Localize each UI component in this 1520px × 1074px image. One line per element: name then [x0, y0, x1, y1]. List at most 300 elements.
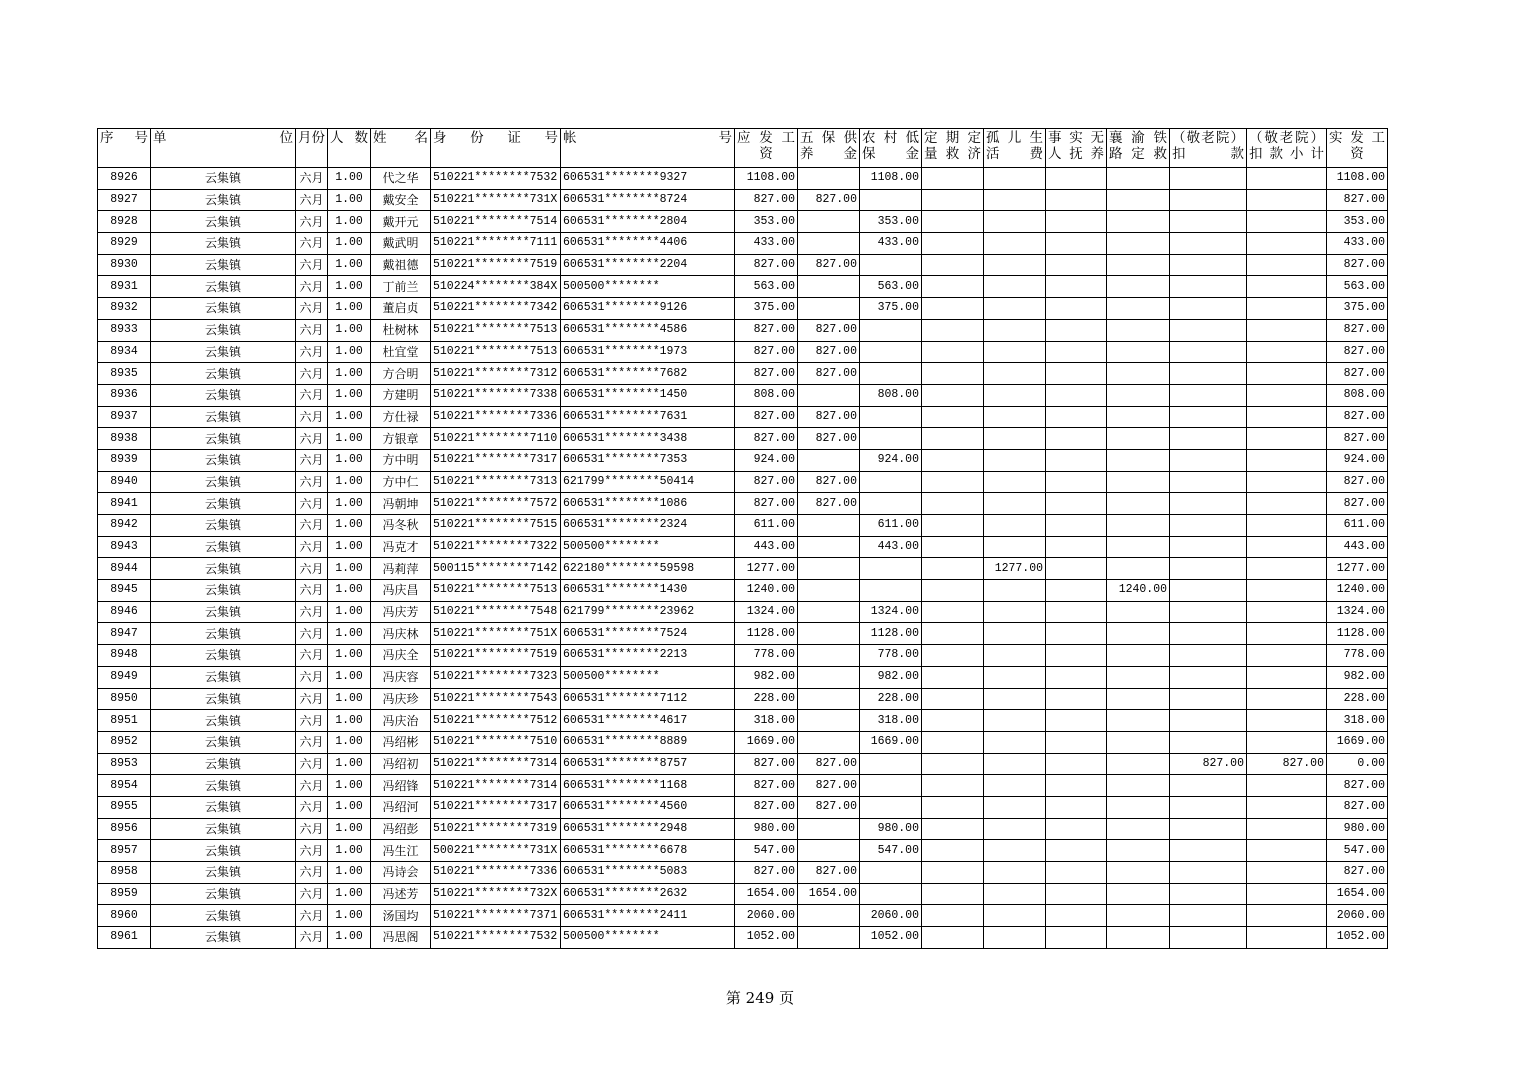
header-dibao-line1: 农 村 低 [862, 130, 919, 146]
cell-month: 六月 [296, 645, 328, 667]
cell-relief [922, 796, 984, 818]
cell-wubao [798, 688, 860, 710]
cell-orphan [984, 862, 1046, 884]
cell-month: 六月 [296, 406, 328, 428]
header-deduction [1170, 129, 1247, 168]
cell-id: 510221********7519 [431, 645, 561, 667]
cell-people: 1.00 [328, 189, 371, 211]
cell-deduction-subtotal [1247, 840, 1327, 862]
cell-name: 汤国均 [371, 905, 431, 927]
cell-unit: 云集镇 [151, 645, 296, 667]
cell-account: 621799********23962 [561, 601, 735, 623]
cell-seq: 8957 [98, 840, 151, 862]
cell-unit: 云集镇 [151, 276, 296, 298]
cell-unit: 云集镇 [151, 168, 296, 190]
cell-account: 606531********2213 [561, 645, 735, 667]
table-row [98, 775, 1388, 797]
cell-orphan [984, 449, 1046, 471]
cell-dibao [860, 341, 922, 363]
cell-relief [922, 298, 984, 320]
cell-gross: 827.00 [735, 254, 798, 276]
cell-people: 1.00 [328, 254, 371, 276]
cell-orphan [984, 493, 1046, 515]
cell-foster [1046, 211, 1107, 233]
cell-id: 510221********7513 [431, 341, 561, 363]
cell-unit: 云集镇 [151, 710, 296, 732]
cell-net: 924.00 [1327, 449, 1388, 471]
cell-relief [922, 666, 984, 688]
cell-account: 606531********2804 [561, 211, 735, 233]
cell-xiangyu [1107, 319, 1170, 341]
cell-foster [1046, 428, 1107, 450]
cell-people: 1.00 [328, 623, 371, 645]
cell-net: 827.00 [1327, 254, 1388, 276]
table-row [98, 753, 1388, 775]
cell-foster [1046, 840, 1107, 862]
cell-deduction [1170, 168, 1247, 190]
header-relief [922, 129, 984, 168]
header-net-line1: 实 发 工 [1329, 130, 1385, 146]
cell-relief [922, 319, 984, 341]
header-people: 人 数 [328, 129, 371, 168]
cell-orphan [984, 406, 1046, 428]
header-foster-line2: 人 抚 养 [1048, 146, 1104, 162]
cell-deduction [1170, 775, 1247, 797]
cell-month: 六月 [296, 623, 328, 645]
cell-unit: 云集镇 [151, 623, 296, 645]
cell-people: 1.00 [328, 493, 371, 515]
cell-relief [922, 753, 984, 775]
cell-seq: 8926 [98, 168, 151, 190]
cell-month: 六月 [296, 905, 328, 927]
cell-id: 510221********7312 [431, 363, 561, 385]
cell-month: 六月 [296, 710, 328, 732]
cell-foster [1046, 666, 1107, 688]
header-gross [735, 129, 798, 168]
cell-deduction [1170, 645, 1247, 667]
cell-people: 1.00 [328, 731, 371, 753]
cell-net: 1052.00 [1327, 927, 1388, 949]
cell-unit: 云集镇 [151, 254, 296, 276]
cell-account: 621799********50414 [561, 471, 735, 493]
cell-xiangyu [1107, 298, 1170, 320]
cell-month: 六月 [296, 189, 328, 211]
cell-people: 1.00 [328, 796, 371, 818]
cell-name: 方中仁 [371, 471, 431, 493]
cell-gross: 808.00 [735, 384, 798, 406]
cell-seq: 8928 [98, 211, 151, 233]
cell-relief [922, 688, 984, 710]
cell-orphan [984, 363, 1046, 385]
cell-name: 杜树林 [371, 319, 431, 341]
cell-account: 606531********8889 [561, 731, 735, 753]
cell-foster [1046, 471, 1107, 493]
cell-gross: 827.00 [735, 189, 798, 211]
cell-month: 六月 [296, 211, 328, 233]
cell-unit: 云集镇 [151, 558, 296, 580]
cell-name: 戴安全 [371, 189, 431, 211]
cell-month: 六月 [296, 536, 328, 558]
header-relief-line1: 定 期 定 [924, 130, 981, 146]
cell-name: 丁前兰 [371, 276, 431, 298]
cell-account: 606531********4617 [561, 710, 735, 732]
cell-people: 1.00 [328, 363, 371, 385]
cell-xiangyu [1107, 471, 1170, 493]
table-row [98, 406, 1388, 428]
cell-xiangyu [1107, 623, 1170, 645]
table-row [98, 276, 1388, 298]
cell-unit: 云集镇 [151, 818, 296, 840]
cell-seq: 8936 [98, 384, 151, 406]
cell-orphan [984, 536, 1046, 558]
cell-people: 1.00 [328, 710, 371, 732]
cell-account: 606531********7631 [561, 406, 735, 428]
cell-account: 606531********8757 [561, 753, 735, 775]
cell-month: 六月 [296, 384, 328, 406]
cell-deduction-subtotal [1247, 254, 1327, 276]
cell-deduction-subtotal [1247, 862, 1327, 884]
cell-xiangyu [1107, 428, 1170, 450]
cell-xiangyu [1107, 233, 1170, 255]
cell-account: 606531********8724 [561, 189, 735, 211]
cell-dibao [860, 428, 922, 450]
cell-wubao [798, 298, 860, 320]
cell-deduction-subtotal [1247, 905, 1327, 927]
cell-name: 冯庆芳 [371, 601, 431, 623]
header-dibao-line2: 保 金 [862, 146, 919, 162]
cell-wubao [798, 449, 860, 471]
cell-relief [922, 818, 984, 840]
cell-account: 606531********5083 [561, 862, 735, 884]
cell-account: 606531********2632 [561, 883, 735, 905]
cell-name: 戴祖德 [371, 254, 431, 276]
cell-xiangyu [1107, 363, 1170, 385]
cell-net: 980.00 [1327, 818, 1388, 840]
cell-net: 827.00 [1327, 862, 1388, 884]
cell-net: 563.00 [1327, 276, 1388, 298]
cell-foster [1046, 558, 1107, 580]
table-row [98, 818, 1388, 840]
cell-month: 六月 [296, 254, 328, 276]
cell-foster [1046, 515, 1107, 537]
cell-deduction [1170, 666, 1247, 688]
cell-foster [1046, 796, 1107, 818]
cell-foster [1046, 276, 1107, 298]
cell-seq: 8943 [98, 536, 151, 558]
cell-xiangyu [1107, 449, 1170, 471]
table-row [98, 168, 1388, 190]
cell-deduction-subtotal [1247, 666, 1327, 688]
cell-orphan [984, 471, 1046, 493]
cell-net: 1669.00 [1327, 731, 1388, 753]
cell-deduction: 827.00 [1170, 753, 1247, 775]
cell-deduction [1170, 601, 1247, 623]
cell-id: 510221********7314 [431, 775, 561, 797]
cell-deduction-subtotal [1247, 406, 1327, 428]
cell-people: 1.00 [328, 276, 371, 298]
cell-people: 1.00 [328, 536, 371, 558]
cell-wubao [798, 905, 860, 927]
cell-foster [1046, 168, 1107, 190]
cell-account: 500500******** [561, 276, 735, 298]
cell-account: 500500******** [561, 927, 735, 949]
cell-wubao: 827.00 [798, 775, 860, 797]
cell-deduction [1170, 558, 1247, 580]
cell-deduction [1170, 384, 1247, 406]
cell-wubao: 827.00 [798, 753, 860, 775]
cell-net: 827.00 [1327, 341, 1388, 363]
cell-id: 510221********7515 [431, 515, 561, 537]
cell-relief [922, 623, 984, 645]
cell-relief [922, 840, 984, 862]
cell-people: 1.00 [328, 298, 371, 320]
cell-orphan [984, 623, 1046, 645]
cell-net: 318.00 [1327, 710, 1388, 732]
header-net [1327, 129, 1388, 168]
cell-unit: 云集镇 [151, 211, 296, 233]
cell-net: 778.00 [1327, 645, 1388, 667]
cell-seq: 8958 [98, 862, 151, 884]
cell-wubao [798, 818, 860, 840]
cell-unit: 云集镇 [151, 384, 296, 406]
cell-name: 冯庆容 [371, 666, 431, 688]
cell-unit: 云集镇 [151, 775, 296, 797]
header-month: 月份 [296, 129, 328, 168]
cell-xiangyu [1107, 384, 1170, 406]
cell-seq: 8934 [98, 341, 151, 363]
cell-dibao: 2060.00 [860, 905, 922, 927]
cell-id: 510221********7512 [431, 710, 561, 732]
cell-dibao: 375.00 [860, 298, 922, 320]
cell-relief [922, 710, 984, 732]
cell-orphan [984, 341, 1046, 363]
cell-account: 606531********7353 [561, 449, 735, 471]
cell-month: 六月 [296, 818, 328, 840]
cell-month: 六月 [296, 298, 328, 320]
header-orphan [984, 129, 1046, 168]
cell-gross: 827.00 [735, 753, 798, 775]
cell-dibao: 318.00 [860, 710, 922, 732]
cell-net: 827.00 [1327, 363, 1388, 385]
cell-xiangyu [1107, 840, 1170, 862]
cell-foster [1046, 731, 1107, 753]
cell-orphan [984, 254, 1046, 276]
cell-deduction [1170, 363, 1247, 385]
cell-xiangyu [1107, 883, 1170, 905]
header-relief-line2: 量 救 济 [924, 146, 981, 162]
cell-name: 冯绍彭 [371, 818, 431, 840]
cell-deduction [1170, 341, 1247, 363]
cell-unit: 云集镇 [151, 666, 296, 688]
cell-unit: 云集镇 [151, 363, 296, 385]
cell-xiangyu [1107, 796, 1170, 818]
cell-account: 606531********1168 [561, 775, 735, 797]
cell-dibao: 924.00 [860, 449, 922, 471]
cell-xiangyu [1107, 601, 1170, 623]
cell-net: 2060.00 [1327, 905, 1388, 927]
cell-name: 冯莉萍 [371, 558, 431, 580]
cell-dibao: 1669.00 [860, 731, 922, 753]
cell-name: 冯绍锋 [371, 775, 431, 797]
cell-relief [922, 211, 984, 233]
cell-deduction-subtotal [1247, 927, 1327, 949]
cell-wubao [798, 666, 860, 688]
cell-net: 547.00 [1327, 840, 1388, 862]
cell-deduction [1170, 406, 1247, 428]
header-net-line2: 资 [1350, 146, 1364, 162]
cell-month: 六月 [296, 233, 328, 255]
cell-deduction [1170, 710, 1247, 732]
cell-seq: 8938 [98, 428, 151, 450]
cell-xiangyu: 1240.00 [1107, 580, 1170, 602]
cell-account: 606531********4406 [561, 233, 735, 255]
cell-dibao: 778.00 [860, 645, 922, 667]
cell-dibao [860, 753, 922, 775]
cell-deduction-subtotal [1247, 384, 1327, 406]
header-name: 姓 名 [371, 129, 431, 168]
cell-seq: 8954 [98, 775, 151, 797]
cell-seq: 8945 [98, 580, 151, 602]
cell-id: 510221********7532 [431, 927, 561, 949]
cell-id: 510221********7513 [431, 580, 561, 602]
cell-deduction [1170, 862, 1247, 884]
cell-gross: 353.00 [735, 211, 798, 233]
cell-unit: 云集镇 [151, 862, 296, 884]
cell-account: 606531********1086 [561, 493, 735, 515]
table-row [98, 905, 1388, 927]
cell-gross: 375.00 [735, 298, 798, 320]
cell-seq: 8952 [98, 731, 151, 753]
cell-id: 500221********731X [431, 840, 561, 862]
cell-relief [922, 883, 984, 905]
cell-people: 1.00 [328, 840, 371, 862]
cell-deduction [1170, 883, 1247, 905]
cell-orphan: 1277.00 [984, 558, 1046, 580]
cell-relief [922, 168, 984, 190]
cell-dibao [860, 471, 922, 493]
header-wubao-line1: 五 保 供 [800, 130, 857, 146]
cell-seq: 8949 [98, 666, 151, 688]
cell-name: 冯庆珍 [371, 688, 431, 710]
header-foster [1046, 129, 1107, 168]
cell-name: 冯诗会 [371, 862, 431, 884]
cell-name: 董启贞 [371, 298, 431, 320]
cell-gross: 827.00 [735, 319, 798, 341]
cell-id: 510221********7317 [431, 796, 561, 818]
cell-xiangyu [1107, 536, 1170, 558]
cell-unit: 云集镇 [151, 341, 296, 363]
cell-seq: 8933 [98, 319, 151, 341]
cell-month: 六月 [296, 558, 328, 580]
cell-people: 1.00 [328, 818, 371, 840]
cell-id: 510221********7323 [431, 666, 561, 688]
cell-id: 510221********7317 [431, 449, 561, 471]
cell-name: 杜宜堂 [371, 341, 431, 363]
cell-id: 510221********7514 [431, 211, 561, 233]
cell-unit: 云集镇 [151, 601, 296, 623]
cell-relief [922, 406, 984, 428]
cell-dibao [860, 406, 922, 428]
cell-people: 1.00 [328, 775, 371, 797]
cell-seq: 8946 [98, 601, 151, 623]
cell-dibao: 982.00 [860, 666, 922, 688]
cell-id: 500115********7142 [431, 558, 561, 580]
cell-orphan [984, 319, 1046, 341]
cell-seq: 8948 [98, 645, 151, 667]
cell-people: 1.00 [328, 449, 371, 471]
cell-month: 六月 [296, 341, 328, 363]
cell-deduction [1170, 233, 1247, 255]
cell-deduction-subtotal [1247, 580, 1327, 602]
cell-unit: 云集镇 [151, 449, 296, 471]
cell-relief [922, 189, 984, 211]
cell-foster [1046, 927, 1107, 949]
cell-seq: 8939 [98, 449, 151, 471]
cell-name: 冯克才 [371, 536, 431, 558]
table-row [98, 298, 1388, 320]
table-row [98, 515, 1388, 537]
cell-unit: 云集镇 [151, 406, 296, 428]
cell-seq: 8931 [98, 276, 151, 298]
cell-deduction-subtotal [1247, 818, 1327, 840]
cell-deduction-subtotal [1247, 558, 1327, 580]
cell-deduction [1170, 276, 1247, 298]
cell-deduction-subtotal [1247, 601, 1327, 623]
table-row [98, 384, 1388, 406]
cell-people: 1.00 [328, 645, 371, 667]
cell-deduction [1170, 189, 1247, 211]
cell-dibao [860, 254, 922, 276]
cell-month: 六月 [296, 493, 328, 515]
cell-deduction [1170, 796, 1247, 818]
cell-unit: 云集镇 [151, 536, 296, 558]
cell-wubao: 827.00 [798, 493, 860, 515]
cell-gross: 827.00 [735, 428, 798, 450]
cell-wubao: 827.00 [798, 363, 860, 385]
cell-deduction [1170, 428, 1247, 450]
cell-net: 1240.00 [1327, 580, 1388, 602]
cell-account: 606531********7112 [561, 688, 735, 710]
cell-seq: 8940 [98, 471, 151, 493]
cell-deduction [1170, 731, 1247, 753]
cell-seq: 8935 [98, 363, 151, 385]
table-row [98, 254, 1388, 276]
cell-net: 433.00 [1327, 233, 1388, 255]
cell-orphan [984, 298, 1046, 320]
header-unit: 单 位 [151, 129, 296, 168]
cell-month: 六月 [296, 276, 328, 298]
cell-relief [922, 558, 984, 580]
cell-orphan [984, 688, 1046, 710]
cell-month: 六月 [296, 580, 328, 602]
cell-gross: 1108.00 [735, 168, 798, 190]
table-row [98, 883, 1388, 905]
cell-orphan [984, 384, 1046, 406]
cell-unit: 云集镇 [151, 233, 296, 255]
cell-dibao [860, 883, 922, 905]
cell-dibao: 433.00 [860, 233, 922, 255]
cell-foster [1046, 645, 1107, 667]
cell-deduction [1170, 580, 1247, 602]
cell-net: 228.00 [1327, 688, 1388, 710]
header-orphan-line2: 活 费 [986, 146, 1043, 162]
cell-foster [1046, 189, 1107, 211]
cell-gross: 228.00 [735, 688, 798, 710]
cell-net: 827.00 [1327, 406, 1388, 428]
cell-deduction-subtotal [1247, 233, 1327, 255]
cell-deduction-subtotal: 827.00 [1247, 753, 1327, 775]
cell-foster [1046, 536, 1107, 558]
